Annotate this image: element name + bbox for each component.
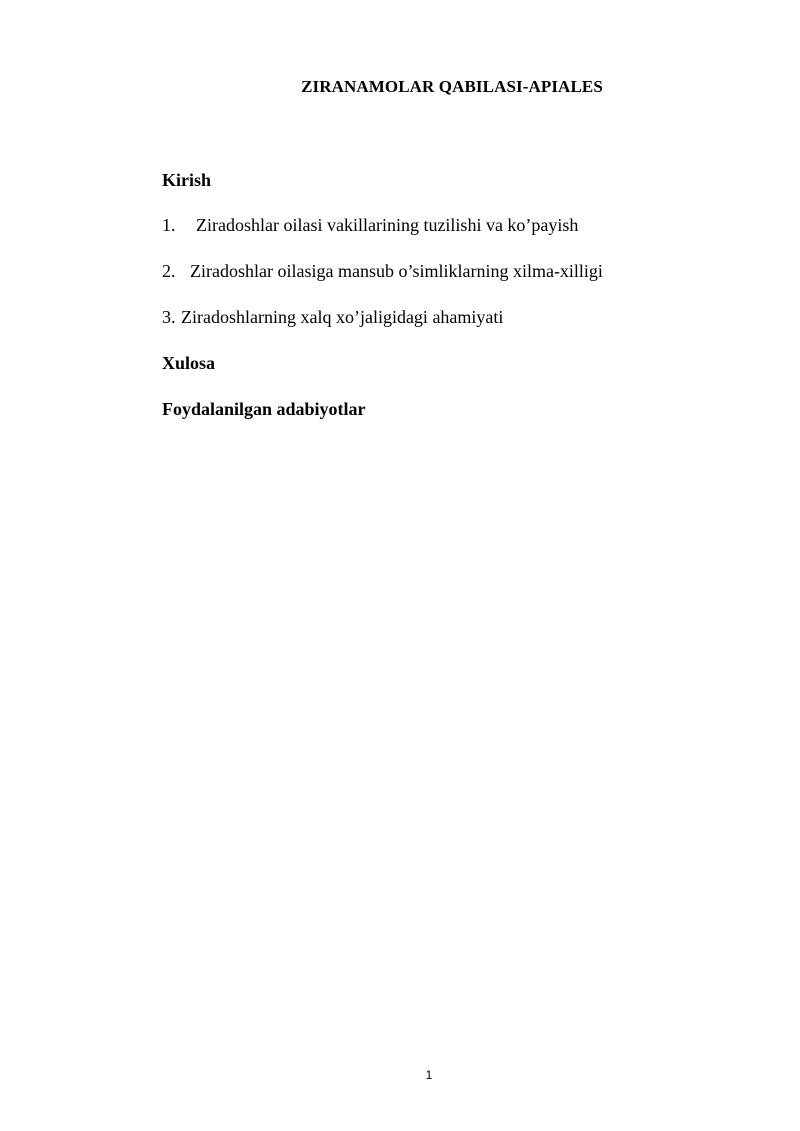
page-number: 1 [425,1068,433,1082]
toc-item-1 [162,215,578,236]
toc-item-number: 1. [162,215,176,235]
toc-item-number: 3. [162,307,176,327]
toc-conclusion: Xulosa [162,353,216,373]
toc-item-text: Ziradoshlar oilasiga mansub o’simliklarning xilma-xilligi [190,261,603,281]
toc-item-number: 2. [162,261,176,281]
toc-intro: Kirish [162,170,212,190]
toc-item-text: Ziradoshlarning xalq xo’jaligidagi ahamiyati [181,307,504,327]
toc-item-3 [162,307,503,328]
toc-references: Foydalanilgan adabiyotlar [162,399,366,419]
toc-item-2 [162,261,603,282]
document-title: ZIRANAMOLAR QABILASI-APIALES [301,77,603,96]
toc-item-text: Ziradoshlar oilasi vakillarining tuzilishi va ko’payish [196,215,579,235]
